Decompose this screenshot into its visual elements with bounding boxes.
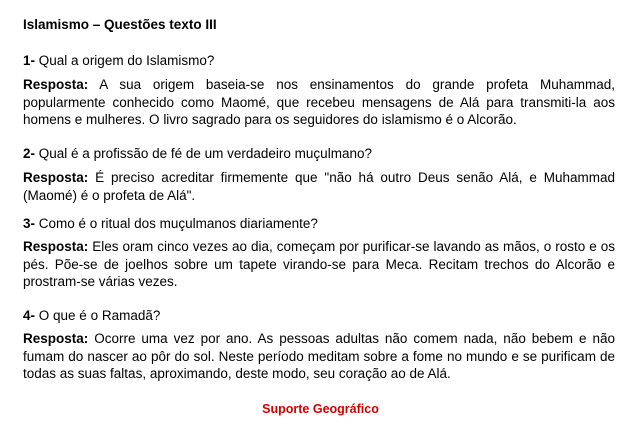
answer-2-label: Resposta: [23,170,89,185]
answer-1 [23,76,615,129]
answer-4 [23,330,615,383]
question-1 [23,53,214,69]
question-2-text: Qual é a profissão de fé de um verdadeiro muçulmano? [38,146,372,161]
answer-3 [23,238,615,291]
answer-2 [23,169,615,204]
footer-credit: Suporte Geográfico [262,402,379,416]
question-3 [23,216,318,232]
question-3-text: Como é o ritual dos muçulmanos diariamente? [38,216,318,231]
answer-1-text: A sua origem baseia-se nos ensinamentos do grande profeta Muhammad, popularmente conhecido como Maomé, que recebeu mensagens de Alá para transmiti-la aos homens e mulheres. O livro sagrado para os seguidores do islamismo é o Alcorão. [23,77,615,127]
question-2-number: 2- [23,146,36,161]
answer-1-label: Resposta: [23,77,89,92]
question-4 [23,308,160,324]
answer-3-text: Eles oram cinco vezes ao dia, começam por purificar-se lavando as mãos, o rosto e os pés. Põe-se de joelhos sobre um tapete virando-se para Meca. Recitam trechos do Alcorão e prostram-se várias vezes. [23,239,615,289]
answer-2-text: É preciso acreditar firmemente que "não há outro Deus senão Alá, e Muhammad (Maomé) é o profeta de Alá". [23,170,615,203]
document-title: Islamismo – Questões texto III [23,17,217,32]
answer-4-label: Resposta: [23,331,89,346]
question-1-number: 1- [23,53,36,68]
question-4-text: O que é o Ramadã? [38,308,161,323]
question-1-text: Qual a origem do Islamismo? [38,53,215,68]
question-4-number: 4- [23,308,36,323]
question-2 [23,146,372,162]
answer-4-text: Ocorre uma vez por ano. As pessoas adultas não comem nada, não bebem e não fumam do nascer ao pôr do sol. Neste período meditam sobre a fome no mundo e se purificam de todas as suas faltas, aproximando, deste modo, seu coração ao de Alá. [23,331,615,381]
document-page [23,0,618,433]
answer-3-label: Resposta: [23,239,89,254]
question-3-number: 3- [23,216,36,231]
